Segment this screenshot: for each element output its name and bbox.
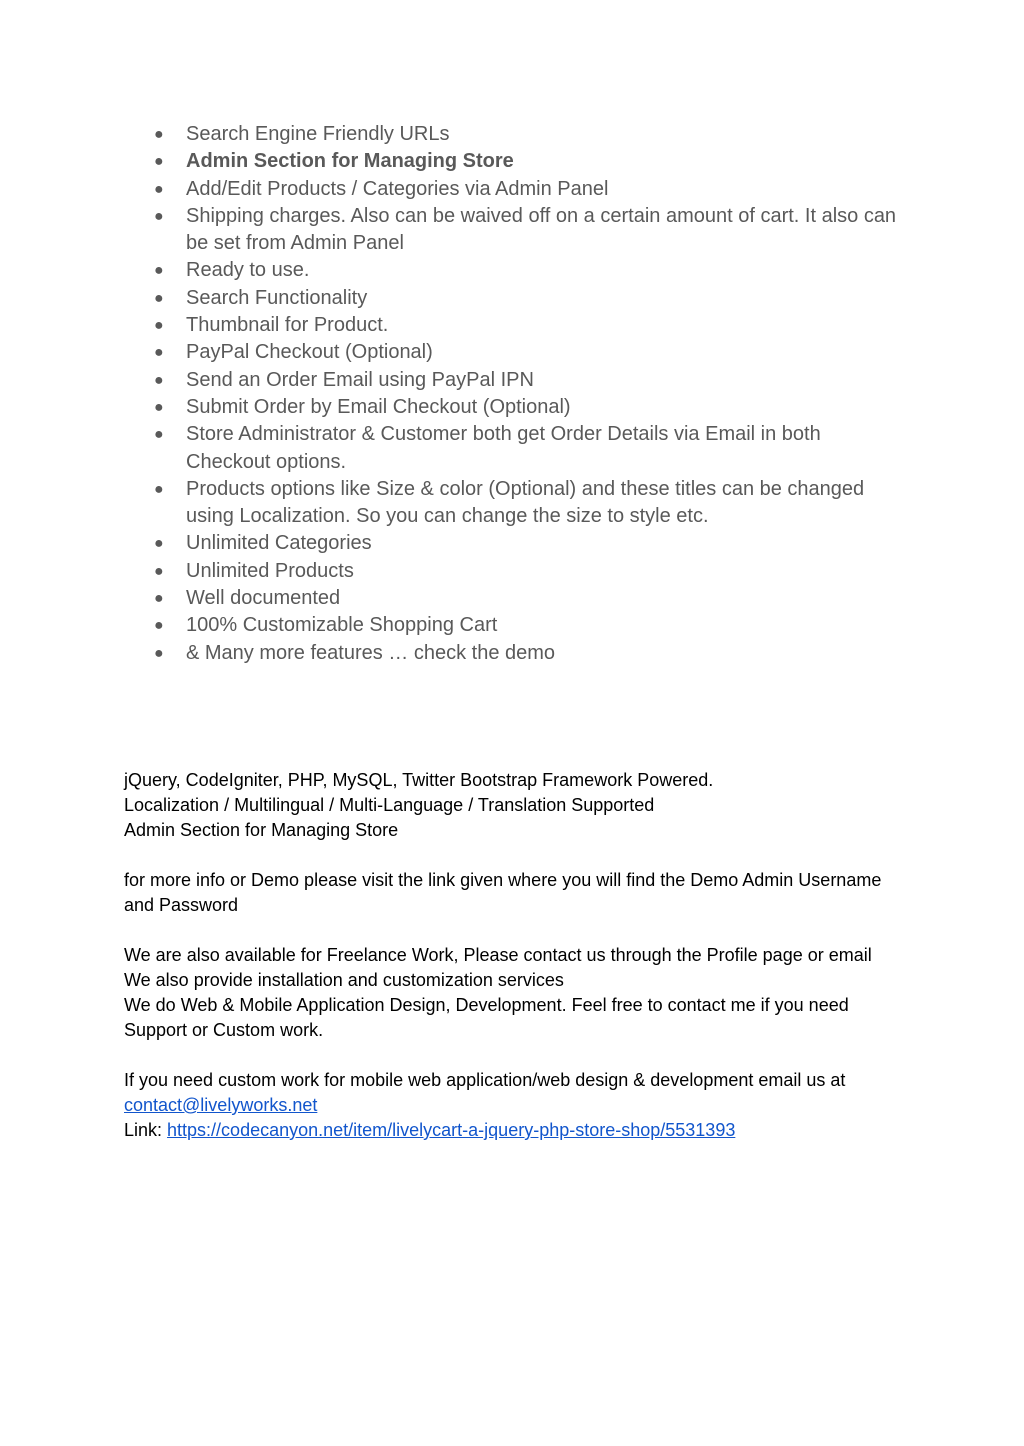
feature-list-item bbox=[124, 558, 899, 585]
feature-text: Unlimited Products bbox=[186, 559, 354, 582]
feature-text: Well documented bbox=[186, 587, 341, 610]
feature-text: Products options like Size & color (Optional) and these titles can be changed using Localization. So you can change the size to style etc. bbox=[186, 477, 865, 528]
bullet-icon: ● bbox=[154, 426, 164, 444]
bullet-icon: ● bbox=[154, 480, 164, 498]
admin-section-line: Admin Section for Managing Store bbox=[124, 820, 399, 840]
feature-text: Unlimited Categories bbox=[186, 532, 372, 555]
feature-list-item bbox=[124, 257, 899, 284]
feature-text: Search Engine Friendly URLs bbox=[186, 123, 450, 145]
feature-text: Send an Order Email using PayPal IPN bbox=[186, 368, 534, 391]
bullet-icon: ● bbox=[154, 180, 164, 198]
feature-text: Store Administrator & Customer both get Order Details via Email in both Checkout options. bbox=[186, 423, 821, 473]
feature-list-item bbox=[124, 148, 899, 175]
localization-line: Localization / Multilingual / Multi-Language / Translation Supported bbox=[124, 795, 655, 815]
link-label: Link: bbox=[124, 1120, 168, 1140]
bullet-icon: ● bbox=[154, 289, 164, 307]
bullet-icon: ● bbox=[154, 617, 164, 635]
feature-list-item bbox=[124, 585, 899, 612]
product-link[interactable]: https://codecanyon.net/item/livelycart-a-jquery-php-store-shop/5531393 bbox=[167, 1120, 736, 1140]
bullet-icon: ● bbox=[154, 590, 164, 608]
feature-list-item bbox=[124, 394, 899, 421]
feature-text: Submit Order by Email Checkout (Optional) bbox=[186, 395, 571, 418]
bullet-icon: ● bbox=[154, 262, 164, 280]
feature-list-item bbox=[124, 476, 899, 531]
bullet-icon: ● bbox=[154, 562, 164, 580]
feature-list-item bbox=[124, 121, 899, 148]
feature-list-item bbox=[124, 339, 899, 366]
feature-list-item bbox=[124, 530, 899, 557]
feature-text: Search Functionality bbox=[186, 286, 368, 309]
bullet-icon: ● bbox=[154, 644, 164, 662]
feature-list-item bbox=[124, 640, 899, 667]
custom-work-paragraph: If you need custom work for mobile web application/web design & development email us at bbox=[124, 1070, 846, 1090]
body-text bbox=[124, 768, 899, 1143]
feature-list-item bbox=[124, 285, 899, 312]
feature-text: PayPal Checkout (Optional) bbox=[186, 341, 433, 364]
feature-list-item bbox=[124, 203, 899, 258]
feature-text: Ready to use. bbox=[186, 259, 310, 282]
feature-list-item bbox=[124, 367, 899, 394]
bullet-icon: ● bbox=[154, 535, 164, 553]
services-paragraph: We do Web & Mobile Application Design, Development. Feel free to contact me if you need Support or Custom work. bbox=[124, 995, 849, 1040]
bullet-icon: ● bbox=[154, 126, 164, 143]
feature-text: Thumbnail for Product. bbox=[186, 314, 389, 337]
feature-text: Add/Edit Products / Categories via Admin Panel bbox=[186, 177, 609, 200]
feature-text: 100% Customizable Shopping Cart bbox=[186, 614, 498, 637]
demo-info-paragraph: for more info or Demo please visit the link given where you will find the Demo Admin Username and Password bbox=[124, 870, 882, 915]
freelance-paragraph: We are also available for Freelance Work, Please contact us through the Profile page or email bbox=[124, 945, 872, 965]
email-line bbox=[124, 1093, 899, 1118]
feature-list-item bbox=[124, 612, 899, 639]
feature-text: & Many more features … check the demo bbox=[186, 641, 556, 664]
feature-list-item bbox=[124, 312, 899, 339]
feature-list bbox=[124, 121, 899, 667]
installation-line: We also provide installation and customization services bbox=[124, 970, 564, 990]
tech-stack-line: jQuery, CodeIgniter, PHP, MySQL, Twitter Bootstrap Framework Powered. bbox=[124, 770, 714, 790]
bullet-icon: ● bbox=[154, 371, 164, 389]
bullet-icon: ● bbox=[154, 398, 164, 416]
bullet-icon: ● bbox=[154, 344, 164, 362]
bullet-icon: ● bbox=[154, 207, 164, 225]
feature-list-item bbox=[124, 176, 899, 203]
product-link-line bbox=[124, 1118, 899, 1143]
feature-list-item bbox=[124, 421, 899, 476]
feature-text: Shipping charges. Also can be waived off on a certain amount of cart. It also can be set from Admin Panel bbox=[186, 204, 897, 255]
email-link[interactable]: contact@livelyworks.net bbox=[124, 1095, 318, 1115]
bullet-icon: ● bbox=[154, 317, 164, 335]
feature-text: Admin Section for Managing Store bbox=[186, 150, 514, 173]
bullet-icon: ● bbox=[154, 153, 164, 171]
